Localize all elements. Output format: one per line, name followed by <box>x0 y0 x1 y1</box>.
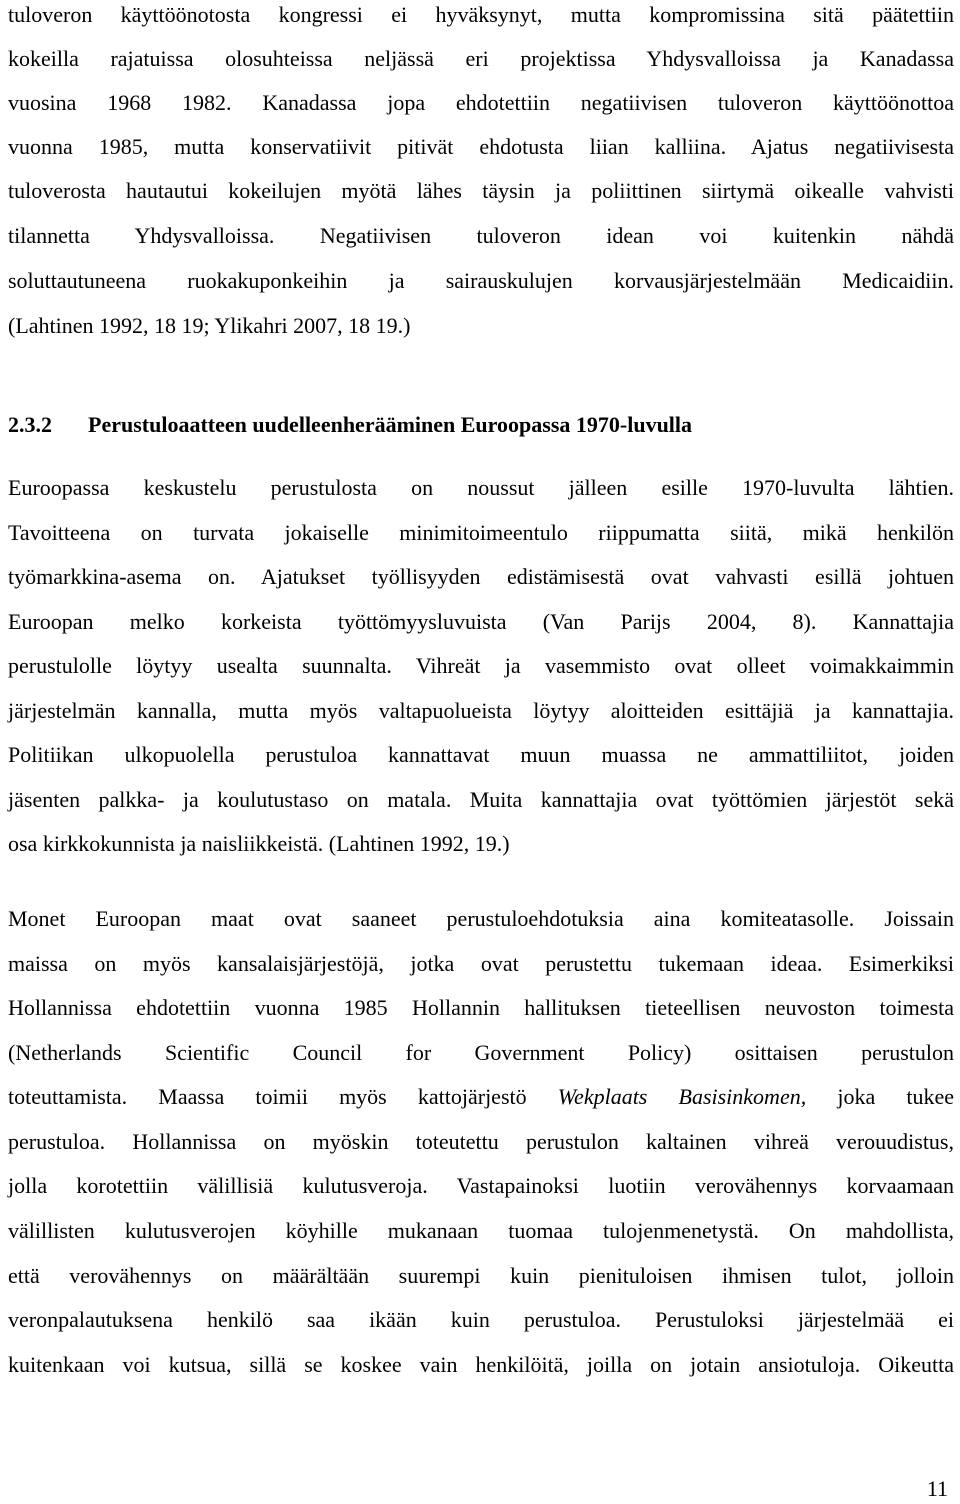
text-line: (Netherlands Scientific Council for Government Policy) osittaisen perustulon <box>8 1040 954 1065</box>
text-line: tuloveron käyttöönotosta kongressi ei hyväksynyt, mutta kompromissina sitä päätettiin <box>8 2 954 27</box>
text-line: Euroopan melko korkeista työttömyysluvuista (Van Parijs 2004, 8). Kannattajia <box>8 609 954 634</box>
text-line: työmarkkina-asema on. Ajatukset työllisyyden edistämisestä ovat vahvasti esillä johtuen <box>8 564 954 589</box>
text-line <box>8 1082 954 1112</box>
text-line: jäsenten palkka- ja koulutustaso on matala. Muita kannattajia ovat työttömien järjestöt sekä <box>8 787 954 812</box>
text-segment: toteuttamista. Maassa toimii myös kattojärjestö <box>8 1084 558 1109</box>
text-line: kokeilla rajatuissa olosuhteissa neljässä eri projektissa Yhdysvalloissa ja Kanadassa <box>8 46 954 71</box>
text-segment: joka tukee <box>806 1084 954 1109</box>
text-line: Hollannissa ehdotettiin vuonna 1985 Hollannin hallituksen tieteellisen neuvoston toimesta <box>8 995 954 1020</box>
text-line: soluttautuneena ruokakuponkeihin ja sairauskulujen korvausjärjestelmään Medicaidiin. <box>8 268 954 293</box>
text-line: Politiikan ulkopuolella perustuloa kannattavat muun muassa ne ammattiliitot, joiden <box>8 742 954 767</box>
text-line: vuosina 1968 1982. Kanadassa jopa ehdotettiin negatiivisen tuloveron käyttöönottoa <box>8 90 954 115</box>
section-title: Perustuloaatteen uudelleenherääminen Euroopassa 1970-luvulla <box>88 412 693 437</box>
text-line: vuonna 1985, mutta konservatiivit pitivät ehdotusta liian kalliina. Ajatus negatiivisesta <box>8 134 954 159</box>
text-line: Tavoitteena on turvata jokaiselle minimitoimeentulo riippumatta siitä, mikä henkilön <box>8 520 954 545</box>
text-line: perustuloa. Hollannissa on myöskin toteutettu perustulon kaltainen vihreä verouudistus, <box>8 1129 954 1154</box>
document-page <box>8 0 954 1504</box>
text-line: osa kirkkokunnista ja naisliikkeistä. (Lahtinen 1992, 19.) <box>8 831 510 856</box>
text-line: (Lahtinen 1992, 18 19; Ylikahri 2007, 18 19.) <box>8 313 411 338</box>
page-number: 11 <box>926 1476 948 1501</box>
text-line: jolla korotettiin välillisiä kulutusveroja. Vastapainoksi luotiin verovähennys korvaamaan <box>8 1173 954 1198</box>
text-line: maissa on myös kansalaisjärjestöjä, jotka ovat perustettu tukemaan ideaa. Esimerkiksi <box>8 951 954 976</box>
text-line: tuloverosta hautautui kokeilujen myötä lähes täysin ja poliittinen siirtymä oikealle vahvisti <box>8 178 954 203</box>
section-heading <box>8 410 954 440</box>
text-line: että verovähennys on määrältään suurempi kuin pienituloisen ihmisen tulot, jolloin <box>8 1263 954 1288</box>
text-line: tilannetta Yhdysvalloissa. Negatiivisen tuloveron idean voi kuitenkin nähdä <box>8 223 954 248</box>
text-line: perustulolle löytyy usealta suunnalta. Vihreät ja vasemmisto ovat olleet voimakkaimmin <box>8 653 954 678</box>
text-line: Euroopassa keskustelu perustulosta on noussut jälleen esille 1970-luvulta lähtien. <box>8 475 954 500</box>
text-line: välillisten kulutusverojen köyhille mukanaan tuomaa tulojenmenetystä. On mahdollista, <box>8 1218 954 1243</box>
organization-name-italic: Wekplaats Basisinkomen, <box>557 1084 807 1109</box>
text-line: Monet Euroopan maat ovat saaneet perustuloehdotuksia aina komiteatasolle. Joissain <box>8 906 954 931</box>
text-line: kuitenkaan voi kutsua, sillä se koskee vain henkilöitä, joilla on jotain ansiotuloja. Oikeutta <box>8 1352 954 1377</box>
section-number: 2.3.2 <box>8 412 52 437</box>
text-line: järjestelmän kannalla, mutta myös valtapuolueista löytyy aloitteiden esittäjiä ja kannattajia. <box>8 698 954 723</box>
text-line: veronpalautuksena henkilö saa ikään kuin perustuloa. Perustuloksi järjestelmää ei <box>8 1307 954 1332</box>
